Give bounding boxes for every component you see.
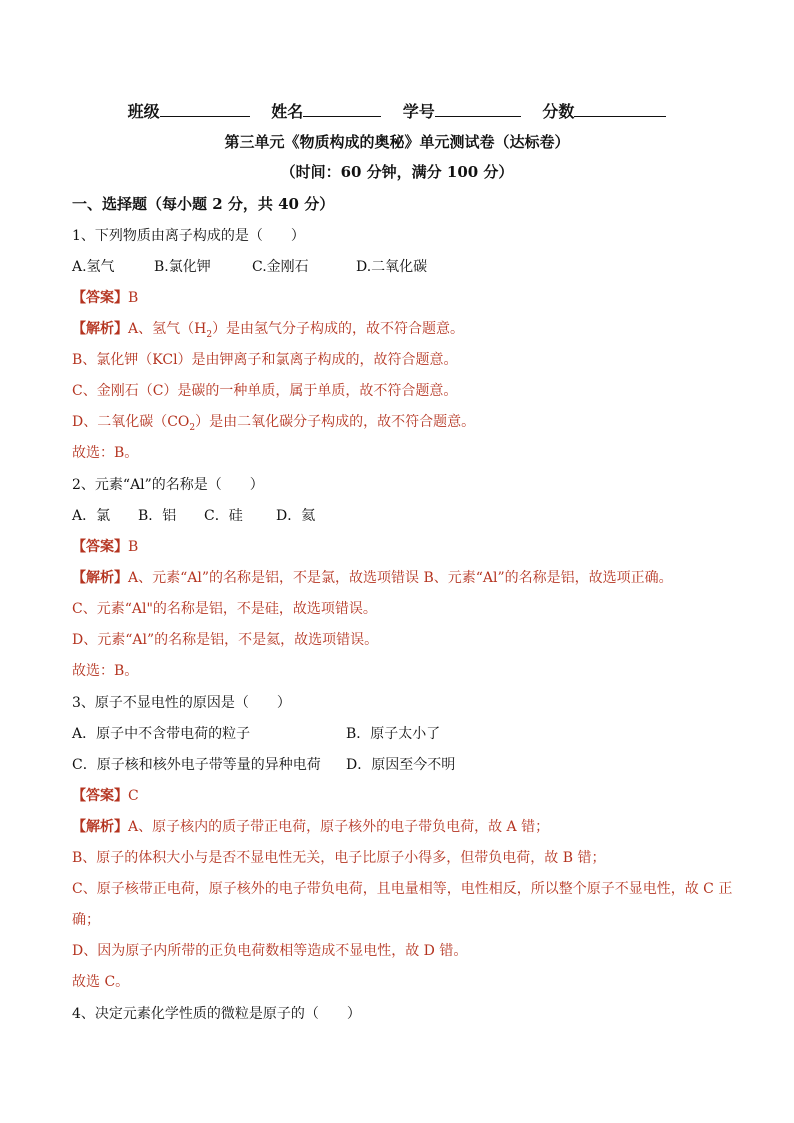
name-label: 姓名: [271, 102, 304, 121]
answer-tag: 【答案】: [72, 539, 128, 555]
analysis-text: A、元素“Al”的名称是铝，不是氯，故选项错误 B、元素“Al”的名称是铝，故选项正确。: [128, 570, 673, 586]
q1-analysis-line-2: B、氯化钾（KCl）是由钾离子和氯离子构成的，故符合题意。: [72, 352, 458, 368]
question-2-stem: 2、元素“Al”的名称是（ ）: [72, 477, 264, 493]
q1-analysis-line-1: [72, 319, 734, 339]
q1-analysis-line-4: [72, 412, 734, 432]
q3-analysis-line-3: C、原子核带正电荷，原子核外的电子带负电荷，且电量相等，电性相反，所以整个原子不显电性，故 C 正: [72, 881, 733, 897]
question-3-options-row-2: [72, 755, 734, 775]
q3-option-c[interactable]: C．原子核和核外电子带等量的异种电荷: [72, 757, 321, 773]
name-blank[interactable]: [303, 100, 381, 117]
class-label: 班级: [127, 102, 160, 121]
q1-answer: [72, 288, 734, 308]
answer-tag: 【答案】: [72, 290, 128, 306]
q2-option-c[interactable]: C．硅: [204, 508, 243, 524]
answer-value: B: [128, 539, 139, 555]
q3-analysis-line-5: D、因为原子内所带的正负电荷数相等造成不显电性，故 D 错。: [72, 943, 468, 959]
exam-time-note: （时间：60 分钟，满分 100 分）: [280, 163, 514, 181]
analysis-text: A、原子核内的质子带正电荷，原子核外的电子带负电荷，故 A 错；: [128, 819, 550, 835]
question-3-options-row-1: [72, 724, 734, 744]
q3-conclusion: 故选 C。: [72, 974, 130, 990]
q2-answer: [72, 537, 734, 557]
section-heading: 一、选择题（每小题 2 分，共 40 分）: [72, 195, 335, 213]
analysis-text: ）是由二氧化碳分子构成的，故不符合题意。: [195, 414, 476, 430]
q3-option-b[interactable]: B．原子太小了: [346, 726, 441, 742]
question-2-options: [72, 506, 734, 526]
student-info-line: [0, 100, 794, 122]
subscript: 2: [206, 329, 213, 340]
q3-analysis-line-2: B、原子的体积大小与是否不显电性无关，电子比原子小得多，但带负电荷，故 B 错；: [72, 850, 606, 866]
q1-option-d[interactable]: D.二氧化碳: [356, 259, 428, 275]
analysis-tag: 【解析】: [72, 321, 128, 337]
q2-option-b[interactable]: B．铝: [138, 508, 177, 524]
score-label: 分数: [542, 102, 575, 121]
q3-option-d[interactable]: D．原因至今不明: [346, 757, 456, 773]
q3-analysis-line-4: 确；: [72, 912, 100, 928]
score-blank[interactable]: [574, 100, 666, 117]
id-label: 学号: [402, 102, 435, 121]
answer-value: B: [128, 290, 139, 306]
q3-analysis-line-1: [72, 817, 734, 837]
class-blank[interactable]: [160, 100, 250, 117]
q2-analysis-line-2: C、元素“Al"的名称是铝，不是硅，故选项错误。: [72, 601, 377, 617]
question-1-options: [72, 257, 734, 277]
analysis-text: A、氢气（H: [128, 321, 207, 337]
question-4-stem: 4、决定元素化学性质的微粒是原子的（ ）: [72, 1006, 361, 1022]
q1-option-c[interactable]: C.金刚石: [252, 259, 309, 275]
answer-tag: 【答案】: [72, 788, 128, 804]
q2-analysis-line-3: D、元素“Al”的名称是铝，不是氦，故选项错误。: [72, 632, 379, 648]
analysis-tag: 【解析】: [72, 819, 128, 835]
question-1-stem: 1、下列物质由离子构成的是（ ）: [72, 228, 305, 244]
q1-conclusion: 故选：B。: [72, 445, 139, 461]
q3-option-a[interactable]: A．原子中不含带电荷的粒子: [72, 726, 251, 742]
q2-option-a[interactable]: A．氯: [72, 508, 111, 524]
analysis-text: ）是由氢气分子构成的，故不符合题意。: [212, 321, 465, 337]
answer-value: C: [128, 788, 139, 804]
q1-option-a[interactable]: A.氢气: [72, 259, 115, 275]
q2-option-d[interactable]: D．氦: [276, 508, 316, 524]
q2-conclusion: 故选：B。: [72, 663, 139, 679]
analysis-tag: 【解析】: [72, 570, 128, 586]
subscript: 2: [189, 422, 196, 433]
exam-title: 第三单元《物质构成的奥秘》单元测试卷（达标卷）: [224, 133, 570, 151]
q2-analysis-line-1: [72, 568, 734, 588]
id-blank[interactable]: [435, 100, 521, 117]
analysis-text: D、二氧化碳（CO: [72, 414, 190, 430]
q1-analysis-line-3: C、金刚石（C）是碳的一种单质，属于单质，故不符合题意。: [72, 383, 458, 399]
question-3-stem: 3、原子不显电性的原因是（ ）: [72, 695, 291, 711]
q3-answer: [72, 786, 734, 806]
q1-option-b[interactable]: B.氯化钾: [154, 259, 211, 275]
